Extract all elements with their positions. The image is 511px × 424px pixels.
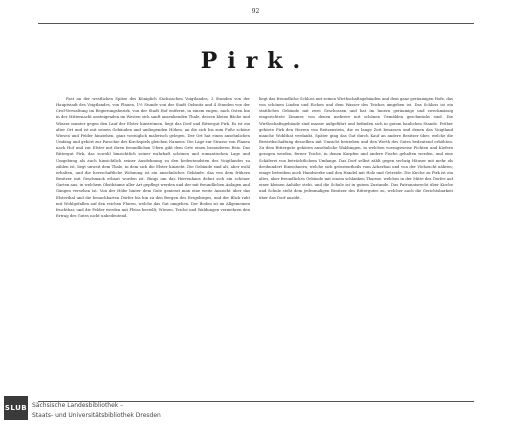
page-title: Pirk. (200, 48, 311, 74)
library-credit-line2: Staats- und Universitätsbibliothek Dresden (32, 412, 161, 419)
left-column-text: Fast an der westlichen Spitze des Königlich Sächsischen Voigtlandes, 2 Stunden von der Hauptstadt des Voigtlandes, von Plauen, 1½ Stunde von der Stadt Oelsnitz und 4 Stunden von der Civil-Verwaltung im Regierungsbezirk, von der Stadt Hof entfernt, in einem engen, nach Osten hin in der Mitternacht ansteigenden im Westen sich sanft ansenkenden Thale, dessen kleine Bäche und Wässer munter gegen den Lauf der Elster hinströmen, liegt das Dorf und Rittergut Pirk. Es ist ein alter Ort und ist mit seinen Gebäuden und umliegenden Höhen, an die sich bis zum Fuße schöne Wiesen und Felder hinziehen, ganz vorzüglich malerisch gelegen. Der Ort hat einen ansehnlichen Umfang und gehört zur Parochie des Kirchspiels gleichen Namens. Die Lage zur Strasse von Plauen nach Hof und zur Elster mit ihren freundlichen Ufern gibt dem Orte einen besonderen Reiz. Das Rittergut Pirk, das sowohl hinsichtlich seiner wahrhaft schönen und romantischen Lage und Umgebung als auch hinsichtlich seiner Ausdehnung zu den bedeutendsten des Voigtlandes zu zählen ist, liegt unweit dem Thale, in dem sich die Elster hinzieht. Die Gebäude sind alt, aber wohl erhalten, und die herrschaftliche Wohnung ist ein ansehnliches Gebäude, das von dem frühern Besitzer mit Geschmack erbaut worden ist. Rings um das Herrenhaus dehnt sich ein schöner Garten aus, in welchem Obstbäume aller Art gepflegt werden und der mit freundlichen Anlagen und Gängen versehen ist. Von der Höhe hinter dem Gute geniesst man eine weite Aussicht über das Elsterthal und die benachbarten Dörfer bis hin zu den Bergen des Erzgebirges, und der Blick ruht mit Wohlgefallen auf den reichen Fluren, welche das Gut umgeben. Der Boden ist im Allgemeinen fruchtbar, und die Felder werden mit Fleiss bestellt; Wiesen, Teiche und Waldungen vermehren den Ertrag des Gutes nicht unbedeutend. (56, 96, 250, 218)
right-column-text: liegt das freundliche Schloss mit seinen Wirthschaftsgebäuden und dem ganz geräumigen Hofe, das von schönen Linden und Eichen und dem Wasser des Teiches umgeben ist. Das Schloss ist ein stattliches Gebäude mit zwei Geschossen und hat im Innern geräumige und zweckmässig eingerichtete Zimmer, von denen mehrere mit schönen Gemälden geschmückt sind. Die Wirthschaftsgebäude sind massiv aufgeführt und befinden sich in gutem baulichen Stande. Früher gehörte Pirk den Herren von Reitzenstein, die es lange Zeit besassen und denen das Voigtland manche Wohlthat verdankt. Später ging das Gut durch Kauf an andere Besitzer über, welche die Bewirthschaftung desselben mit Umsicht betrieben und den Werth des Gutes bedeutend erhöhten. Zu dem Rittergute gehören ansehnliche Waldungen, in welchen vorzugsweise Fichten und Kiefern gezogen werden, ferner Teiche, in denen Karpfen und andere Fische gehalten werden, und eine Schäferei von beträchtlichem Umfange. Das Dorf selbst zählt gegen sechzig Häuser mit mehr als dreihundert Einwohnern, welche sich grösstentheils vom Ackerbau und von der Viehzucht nähren; einige betreiben auch Handwerke und den Handel mit Holz und Getreide. Die Kirche zu Pirk ist ein altes, aber freundliches Gebäude mit einem schlanken Thurme, welches in der Mitte des Dorfes auf einer kleinen Anhöhe steht, und die Schule ist in gutem Zustande. Das Patronatsrecht über Kirche und Schule steht dem jedesmaligen Besitzer des Rittergutes zu, welcher auch die Gerichtsbarkeit über das Dorf ausübt. (259, 96, 453, 200)
slub-logo-icon (4, 396, 28, 420)
slub-logo-text: SLUB (4, 403, 28, 412)
top-rule (38, 23, 474, 24)
library-credit (32, 401, 161, 421)
text-columns (56, 96, 454, 396)
right-column (259, 96, 453, 396)
page-number: 92 (251, 8, 260, 15)
library-credit-line1: Sächsische Landesbibliothek – (32, 402, 124, 409)
left-column (56, 96, 250, 396)
